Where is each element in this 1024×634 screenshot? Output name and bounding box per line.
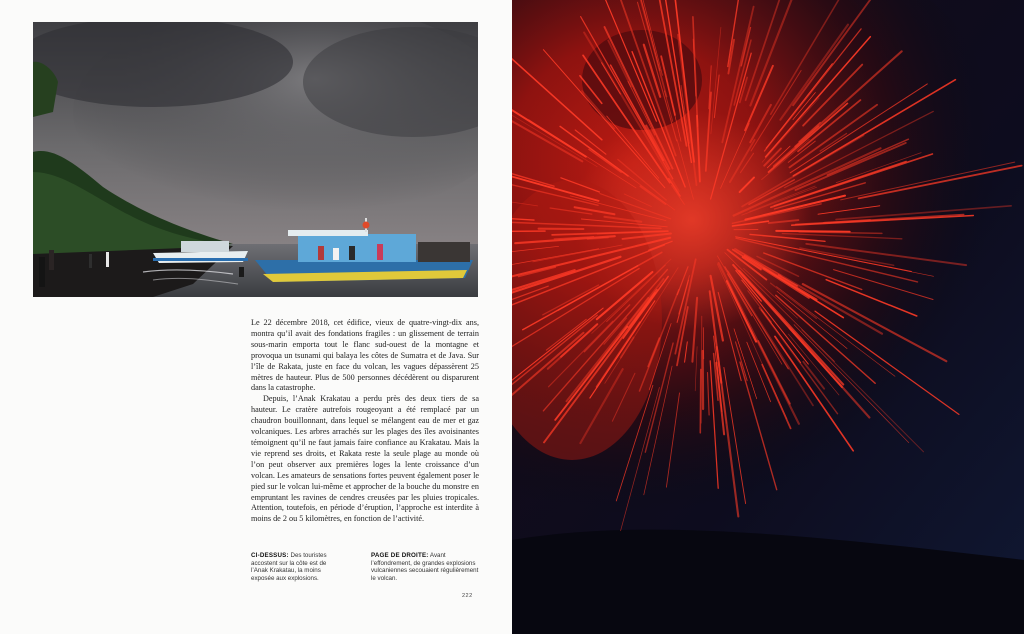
photo-illustration [33, 22, 478, 297]
article-paragraph: Depuis, l’Anak Krakatau a perdu près des deux tiers de sa hauteur. Le cratère autrefois rougeoyant a été remplacé par un chaudron bouillonnant, dans lequel se mélangent eau de mer et gaz volcaniques. Les arbres arrachés sur les plages des îles avoisinantes témoignent qu’il ne faut jamais faire confiance au Krakatau. Mais la vie reprend ses droits, et Rakata reste la seule plage au monde où l’on peut observer aux premières loges la lente croissance d’un volcan. Les amateurs de sensations fortes peuvent également poser le pied sur le volcan lui-même et approcher de la bouche du monstre en empruntant les ravines de cendres creusées par les pluies tropicales. Attention, toutefois, en période d’éruption, l’approche est interdite à moins de 2 ou 5 kilomètres, en fonction de l’activité. [251, 394, 479, 524]
caption-text: Avant l’effondrement, de grandes explosions vulcaniennes secouaient régulièrement le volcan. [371, 552, 479, 582]
caption-text: Des touristes accostent sur la côte est de l’Anak Krakatau, la moins exposée aux explosions. [251, 552, 327, 582]
caption-right [371, 552, 479, 582]
caption-label: CI-DESSUS: [251, 552, 289, 559]
article-paragraph: Le 22 décembre 2018, cet édifice, vieux de quatre-vingt-dix ans, montra qu’il avait des fondations fragiles : un glissement de terrain sous-marin emporta tout le flanc sud-ouest de la montagne et provoqua un tsunami qui balaya les côtes de Sumatra et de Java. Sur l’île de Rakata, juste en face du volcan, les vagues dépassèrent 25 mètres de hauteur. Plus de 500 personnes décédèrent ou disparurent dans la catastrophe. [251, 318, 479, 393]
lava-spark [700, 369, 701, 432]
right-page [512, 0, 1024, 634]
page-number: 222 [462, 593, 473, 599]
caption-left [251, 552, 343, 582]
article-body [251, 318, 479, 525]
boats-ash-cloud-photo [33, 22, 478, 297]
volcanic-explosion-photo [512, 0, 1024, 634]
caption-label: PAGE DE DROITE: [371, 552, 429, 559]
